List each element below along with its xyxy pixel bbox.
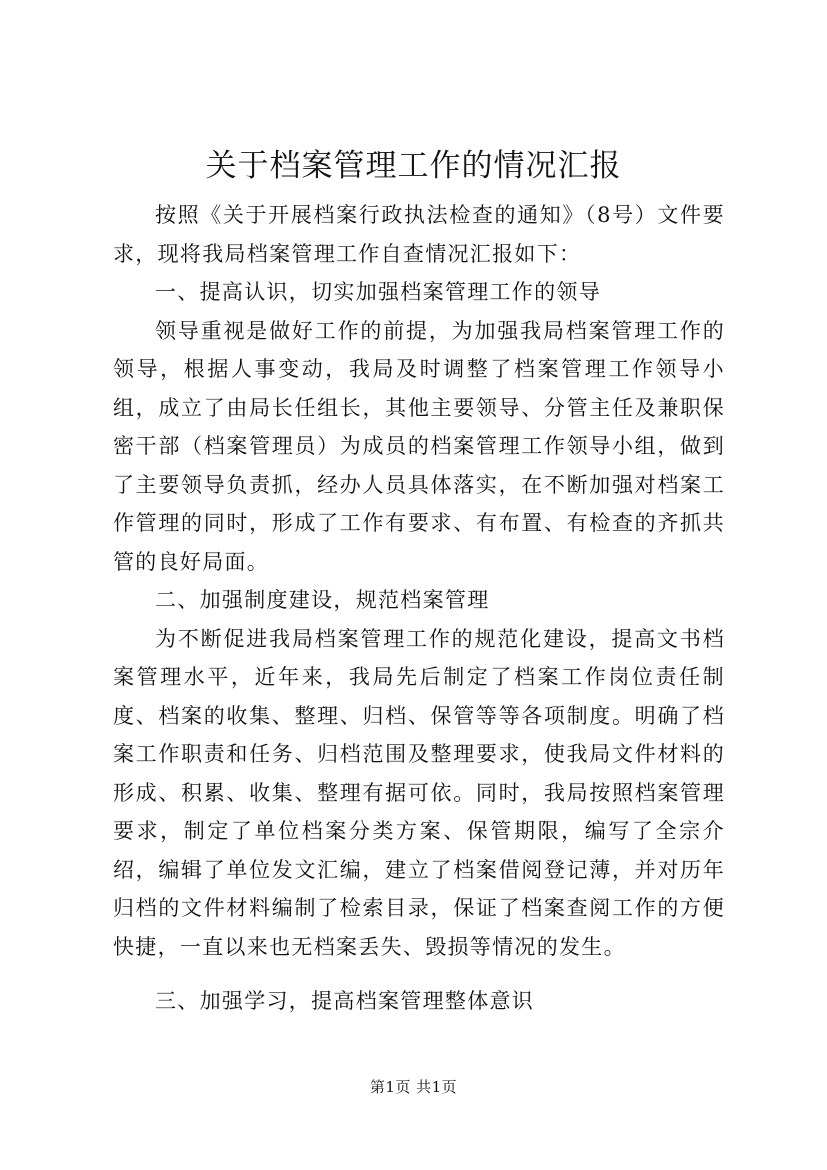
document-title: 关于档案管理工作的情况汇报 — [205, 148, 622, 184]
section-3-heading: 三、加强学习，提高档案管理整体意识 — [155, 989, 535, 1013]
section-2-paragraph: 为不断促进我局档案管理工作的规范化建设，提高文书档案管理水平，近年来，我局先后制定了档案工作岗位责任制度、档案的收集、整理、归档、保管等等各项制度。明确了档案工作职责和任务、归档范围及整理要求，使我局文件材料的形成、积累、收集、整理有据可依。同时，我局按照档案管理要求，制定了单位档案分类方案、保管期限，编写了全宗介绍，编辑了单位发文汇编，建立了档案借阅登记薄，并对历年归档的文件材料编制了检索目录，保证了档案查阅工作的方便快捷，一直以来也无档案丢失、毁损等情况的发生。 — [113, 626, 725, 959]
section-1-paragraph: 领导重视是做好工作的前提，为加强我局档案管理工作的领导，根据人事变动，我局及时调整了档案管理工作领导小组，成立了由局长任组长，其他主要领导、分管主任及兼职保密干部（档案管理员）为成员的档案管理工作领导小组，做到了主要领导负责抓，经办人员具体落实，在不断加强对档案工作管理的同时，形成了工作有要求、有布置、有检查的齐抓共管的良好局面。 — [113, 318, 725, 574]
section-2-heading: 二、加强制度建设，规范档案管理 — [155, 588, 490, 612]
document-body — [113, 196, 725, 1021]
page-footer: 第1页 共1页 — [369, 1078, 458, 1096]
section-1-heading: 一、提高认识，切实加强档案管理工作的领导 — [155, 280, 601, 304]
intro-paragraph: 按照《关于开展档案行政执法检查的通知》（8号）文件要求，现将我局档案管理工作自查情况汇报如下： — [113, 203, 725, 266]
